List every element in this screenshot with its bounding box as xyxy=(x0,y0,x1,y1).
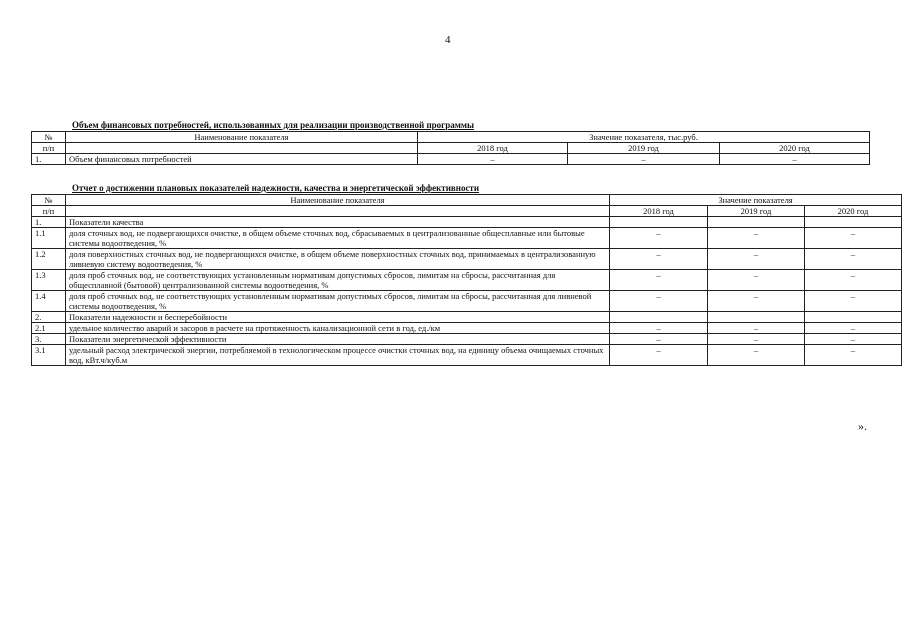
year-header: 2019 год xyxy=(568,143,720,154)
row-number: 3. xyxy=(32,334,66,345)
year-header: 2020 год xyxy=(805,206,902,217)
table-row xyxy=(32,312,902,323)
row-value: – xyxy=(708,249,805,270)
row-value: – xyxy=(568,154,720,165)
row-value: – xyxy=(708,334,805,345)
row-value: – xyxy=(708,228,805,249)
row-value: – xyxy=(805,323,902,334)
year-header: 2018 год xyxy=(610,206,708,217)
row-number: 1.4 xyxy=(32,291,66,312)
row-value: – xyxy=(708,345,805,366)
row-number: 1.3 xyxy=(32,270,66,291)
row-number: 2.1 xyxy=(32,323,66,334)
row-value: – xyxy=(805,270,902,291)
row-value: – xyxy=(805,345,902,366)
table-row xyxy=(32,228,902,249)
row-value xyxy=(708,312,805,323)
row-name: доля проб сточных вод, не соответствующих установленным нормативам допустимых сбросов, лимитам на сбросы, рассчитанная для общесплавной (бытовой) централизованной системы водоотведения, % xyxy=(66,270,610,291)
row-value: – xyxy=(805,334,902,345)
year-header: 2018 год xyxy=(418,143,568,154)
col-name-header: Наименование показателя xyxy=(66,195,610,206)
col-name-empty xyxy=(66,206,610,217)
col-name-header: Наименование показателя xyxy=(66,132,418,143)
row-number: 1. xyxy=(32,154,66,165)
row-value xyxy=(708,217,805,228)
row-name: Объем финансовых потребностей xyxy=(66,154,418,165)
row-value: – xyxy=(610,249,708,270)
row-value: – xyxy=(805,228,902,249)
row-value: – xyxy=(610,291,708,312)
row-value: – xyxy=(610,334,708,345)
row-name: удельный расход электрической энергии, потребляемой в технологическом процессе очистки сточных вод, на единицу объема очищаемых сточных вод, кВт.ч/куб.м xyxy=(66,345,610,366)
row-value xyxy=(610,217,708,228)
year-header: 2019 год xyxy=(708,206,805,217)
row-value: – xyxy=(610,345,708,366)
row-number: 2. xyxy=(32,312,66,323)
row-value xyxy=(805,312,902,323)
table1-caption: Объем финансовых потребностей, использованных для реализации производственной программы xyxy=(72,120,475,130)
table-row xyxy=(32,291,902,312)
table-row xyxy=(32,334,902,345)
table-row xyxy=(32,270,902,291)
row-value: – xyxy=(805,249,902,270)
closing-quote: ». xyxy=(858,419,867,433)
row-value: – xyxy=(708,323,805,334)
indicators-table xyxy=(31,194,902,366)
year-header: 2020 год xyxy=(720,143,870,154)
table-row xyxy=(32,249,902,270)
row-value: – xyxy=(708,270,805,291)
col-no-sub-header: п/п xyxy=(32,143,66,154)
financial-needs-table xyxy=(31,131,870,165)
col-name-empty xyxy=(66,143,418,154)
col-no-sub-header: п/п xyxy=(32,206,66,217)
row-name: Показатели энергетической эффективности xyxy=(66,334,610,345)
row-value: – xyxy=(610,270,708,291)
page-number: 4 xyxy=(445,34,451,46)
row-name: доля проб сточных вод, не соответствующих установленным нормативам допустимых сбросов, лимитам на сбросы, рассчитанная для ливневой системы водоотведения, % xyxy=(66,291,610,312)
table-row xyxy=(32,154,870,165)
col-no-header: № xyxy=(32,195,66,206)
row-number: 1. xyxy=(32,217,66,228)
row-value: – xyxy=(708,291,805,312)
row-value: – xyxy=(610,323,708,334)
col-value-header: Значение показателя xyxy=(610,195,902,206)
row-value: – xyxy=(805,291,902,312)
table-row xyxy=(32,217,902,228)
row-value xyxy=(610,312,708,323)
row-value: – xyxy=(418,154,568,165)
table-row xyxy=(32,323,902,334)
row-number: 1.1 xyxy=(32,228,66,249)
row-name: удельное количество аварий и засоров в расчете на протяженность канализационной сети в год, ед./км xyxy=(66,323,610,334)
table2-caption: Отчет о достижении плановых показателей надежности, качества и энергетической эффективности xyxy=(72,183,480,193)
col-value-header: Значение показателя, тыс.руб. xyxy=(418,132,870,143)
row-name: доля поверхностных сточных вод, не подвергающихся очистке, в общем объеме поверхностных сточных вод, принимаемых в централизованную ливневую систему водоотведения, % xyxy=(66,249,610,270)
row-name: Показатели качества xyxy=(66,217,610,228)
row-name: Показатели надежности и бесперебойности xyxy=(66,312,610,323)
row-value xyxy=(805,217,902,228)
table-row xyxy=(32,345,902,366)
col-no-header: № xyxy=(32,132,66,143)
row-name: доля сточных вод, не подвергающихся очистке, в общем объеме сточных вод, сбрасываемых в централизованные общесплавные или бытовые системы водоотведения, % xyxy=(66,228,610,249)
row-value: – xyxy=(610,228,708,249)
row-number: 3.1 xyxy=(32,345,66,366)
row-value: – xyxy=(720,154,870,165)
row-number: 1.2 xyxy=(32,249,66,270)
